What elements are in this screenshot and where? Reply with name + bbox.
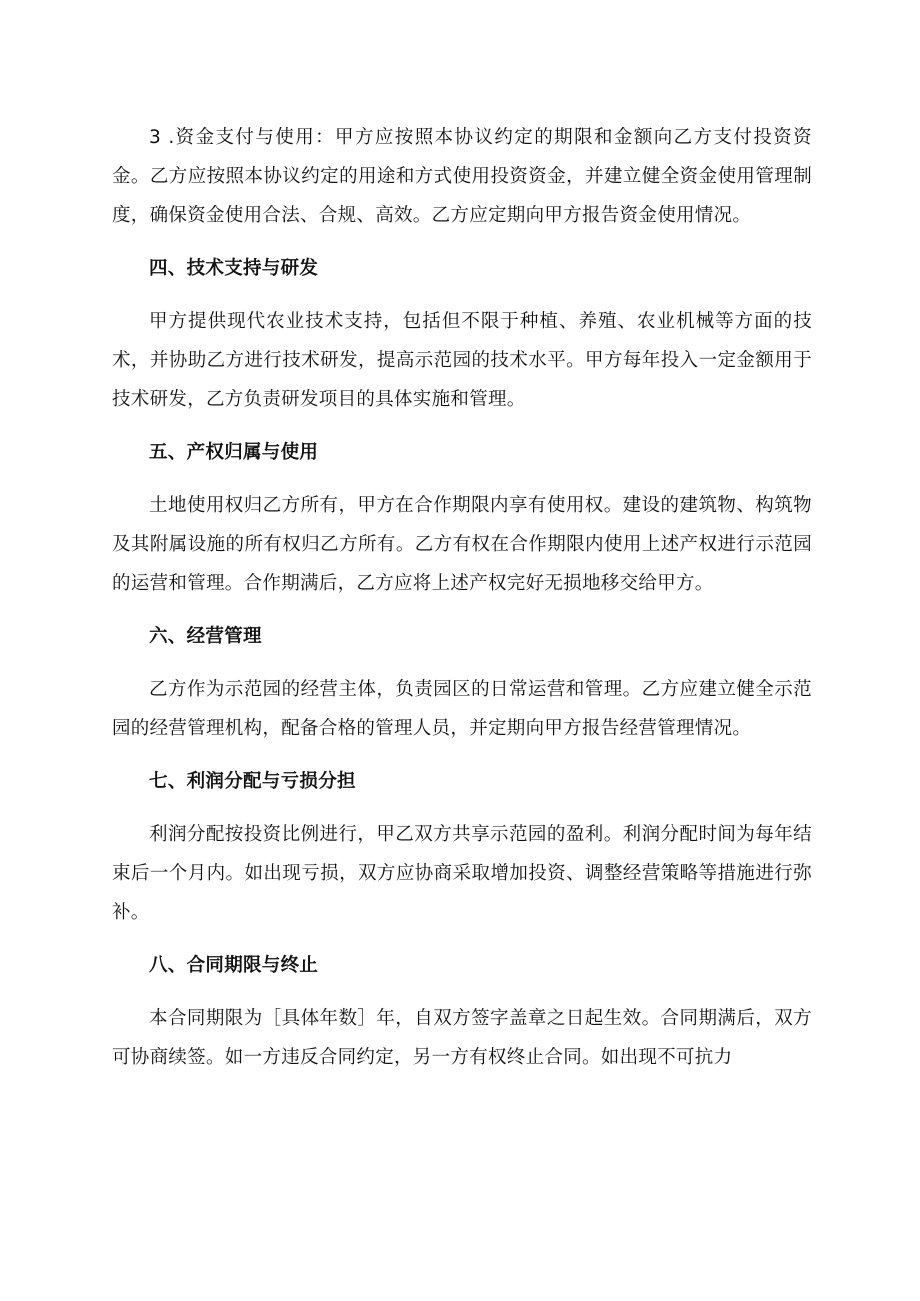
paragraph-fund-payment: 3 .资金支付与使用：甲方应按照本协议约定的期限和金额向乙方支付投资资金。乙方应按照本协议约定的用途和方式使用投资资金，并建立健全资金使用管理制度，确保资金使用合法、合规、高效。乙方应定期向甲方报告资金使用情况。 <box>112 127 812 226</box>
heading-contract-term: 八、合同期限与终止 <box>149 955 319 976</box>
heading-profit-loss: 七、利润分配与亏损分担 <box>149 771 356 792</box>
document-body <box>112 118 812 1091</box>
heading-tech-support: 四、技术支持与研发 <box>149 258 319 279</box>
paragraph-property-rights: 土地使用权归乙方所有，甲方在合作期限内享有使用权。建设的建筑物、构筑物及其附属设施的所有权归乙方所有。乙方有权在合作期限内使用上述产权进行示范园的运营和管理。合作期满后，乙方应将上述产权完好无损地移交给甲方。 <box>112 495 812 594</box>
paragraph-contract-term: 本合同期限为［具体年数］年，自双方签字盖章之日起生效。合同期满后，双方可协商续签。如一方违反合同约定，另一方有权终止合同。如出现不可抗力 <box>112 1008 812 1068</box>
heading-property-rights: 五、产权归属与使用 <box>149 442 319 463</box>
paragraph-profit-loss: 利润分配按投资比例进行，甲乙双方共享示范园的盈利。利润分配时间为每年结束后一个月内。如出现亏损，双方应协商采取增加投资、调整经营策略等措施进行弥补。 <box>112 824 812 923</box>
paragraph-operation-management: 乙方作为示范园的经营主体，负责园区的日常运营和管理。乙方应建立健全示范园的经营管理机构，配备合格的管理人员，并定期向甲方报告经营管理情况。 <box>112 679 812 739</box>
paragraph-tech-support: 甲方提供现代农业技术支持，包括但不限于种植、养殖、农业机械等方面的技术，并协助乙方进行技术研发，提高示范园的技术水平。甲方每年投入一定金额用于技术研发，乙方负责研发项目的具体实施和管理。 <box>112 311 812 410</box>
heading-operation-management: 六、经营管理 <box>149 626 262 647</box>
